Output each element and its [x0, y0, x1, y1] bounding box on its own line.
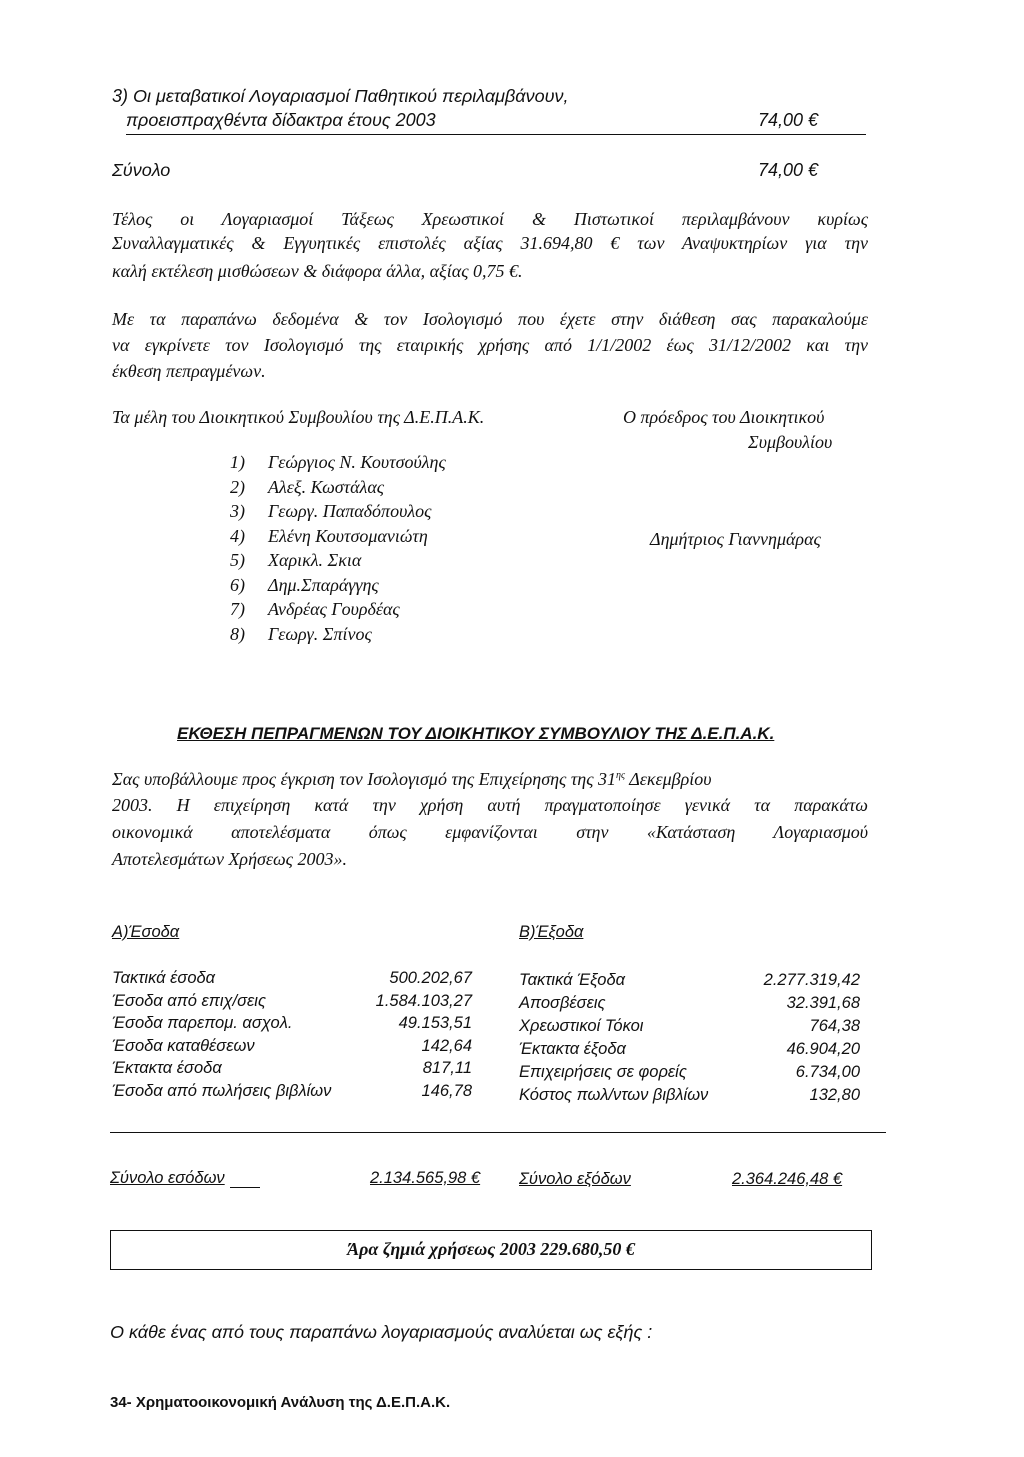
report-intro-line-1: Σας υποβάλλουμε προς έγκριση τον Ισολογισμό της Επιχείρησης της $31^{\eta\varsigma}$ Δεκεμβρίου	[112, 769, 712, 789]
income-total-leader	[230, 1187, 260, 1188]
expenses-heading: Β)Έξοδα	[519, 923, 584, 941]
approval-line-3: έκθεση πεπραγμένων.	[112, 361, 266, 381]
income-total-amount: 2.134.565,98 €	[370, 1169, 481, 1187]
income-row: Έκτακτα έσοδα 817,11	[112, 1059, 472, 1077]
board-member-list	[230, 450, 446, 646]
expense-row: Χρεωστικοί Τόκοι 764,38	[519, 1017, 860, 1035]
section3-item-label: προεισπραχθέντα δίδακτρα έτους 2003	[126, 110, 436, 130]
section3-item-amount: 74,00 €	[758, 110, 819, 130]
board-member: 5) Χαρικλ. Σκια	[230, 550, 362, 570]
order-accounts-line-1: Τέλος οι Λογαριασμοί Τάξεως Χρεωστικοί & Πιστωτικοί περιλαμβάνουν κυρίως	[112, 209, 868, 229]
expenses-total-amount: 2.364.246,48 €	[732, 1170, 843, 1188]
president-title-line-1: Ο πρόεδρος του Διοικητικού	[623, 407, 825, 427]
board-member: 3) Γεωργ. Παπαδόπουλος	[230, 501, 432, 521]
result-text: Άρα ζημιά χρήσεως 2003 229.680,50 €	[347, 1239, 635, 1259]
approval-line-2: να εγκρίνετε τον Ισολογισμό της εταιρικής χρήσης από 1/1/2002 έως 31/12/2002 και την	[112, 335, 868, 355]
section3-total-label: Σύνολο	[112, 160, 171, 180]
report-title: ΕΚΘΕΣΗ ΠΕΠΡΑΓΜΕΝΩΝ ΤΟΥ ΔΙΟΙΚΗΤΙΚΟΥ ΣΥΜΒΟΥΛΙΟΥ ΤΗΣ Δ.Ε.Π.Α.Κ.	[177, 724, 775, 743]
report-intro-line-3: οικονομικά αποτελέσματα όπως εμφανίζονται στην «Κατάσταση Λογαριασμού	[112, 822, 868, 842]
expenses-total-label: Σύνολο εξόδων	[519, 1170, 631, 1188]
board-member: 7) Ανδρέας Γουρδέας	[230, 599, 400, 619]
expenses-total	[519, 1170, 864, 1192]
order-accounts-line-2: Συναλλαγματικές & Εγγυητικές επιστολές αξίας 31.694,80 € των Αναψυκτηρίων για την	[112, 233, 868, 253]
totals-divider	[110, 1132, 886, 1133]
board-member: 6) Δημ.Σπαράγγης	[230, 574, 379, 595]
approval-line-1: Με τα παραπάνω δεδομένα & τον Ισολογισμό που έχετε στην διάθεση σας παρακαλούμε	[112, 309, 868, 329]
page-footer: 34- Χρηματοοικονομική Ανάλυση της Δ.Ε.Π.Α.Κ.	[110, 1394, 451, 1411]
report-intro-line-2: 2003. Η επιχείρηση κατά την χρήση αυτή πραγματοποίησε γενικά τα παρακάτω	[112, 795, 868, 815]
income-total-label: Σύνολο εσόδων	[110, 1169, 225, 1187]
board-member: 2) Αλεξ. Κωστάλας	[230, 476, 385, 497]
income-row: Έσοδα καταθέσεων 142,64	[112, 1036, 472, 1055]
expense-row: Αποσβέσεις 32.391,68	[519, 994, 860, 1012]
section3-heading: 3) Οι μεταβατικοί Λογαριασμοί Παθητικού περιλαμβάνουν,	[112, 86, 569, 106]
expense-row: Επιχειρήσεις σε φορείς 6.734,00	[519, 1063, 860, 1081]
income-total	[110, 1169, 488, 1191]
income-row: Έσοδα από επιχ/σεις 1.584.103,27	[112, 991, 472, 1010]
section3-total-amount: 74,00 €	[758, 160, 819, 180]
board-members-title: Τα μέλη του Διοικητικού Συμβουλίου της Δ.Ε.Π.Α.Κ.	[112, 407, 485, 427]
result-box	[110, 1230, 872, 1270]
section3-rule	[126, 134, 866, 135]
closing-line: Ο κάθε ένας από τους παραπάνω λογαριασμούς αναλύεται ως εξής :	[110, 1322, 653, 1342]
order-accounts-line-3: καλή εκτέλεση μισθώσεων & διάφορα άλλα, αξίας 0,75 €.	[112, 261, 523, 281]
income-heading: Α)Έσοδα	[112, 923, 180, 941]
income-row: Έσοδα παρεπομ. ασχολ. 49.153,51	[112, 1014, 472, 1032]
report-intro-line-4: Αποτελεσμάτων Χρήσεως 2003».	[112, 849, 347, 869]
expense-row: Τακτικά Έξοδα 2.277.319,42	[519, 971, 860, 989]
board-member: 4) Ελένη Κουτσομανιώτη	[230, 525, 428, 546]
expense-row: Κόστος πωλ/ντων βιβλίων 132,80	[519, 1086, 860, 1104]
expense-row: Έκτακτα έξοδα 46.904,20	[519, 1040, 860, 1058]
president-title-line-2: Συμβουλίου	[748, 432, 833, 452]
president-name: Δημήτριος Γιαννημάρας	[650, 529, 821, 549]
board-member: 1) Γεώργιος Ν. Κουτσούλης	[230, 452, 446, 472]
income-row: Τακτικά έσοδα 500.202,67	[112, 969, 472, 987]
income-row: Έσοδα από πωλήσεις βιβλίων 146,78	[112, 1081, 472, 1100]
board-member: 8) Γεωργ. Σπίνος	[230, 623, 372, 644]
